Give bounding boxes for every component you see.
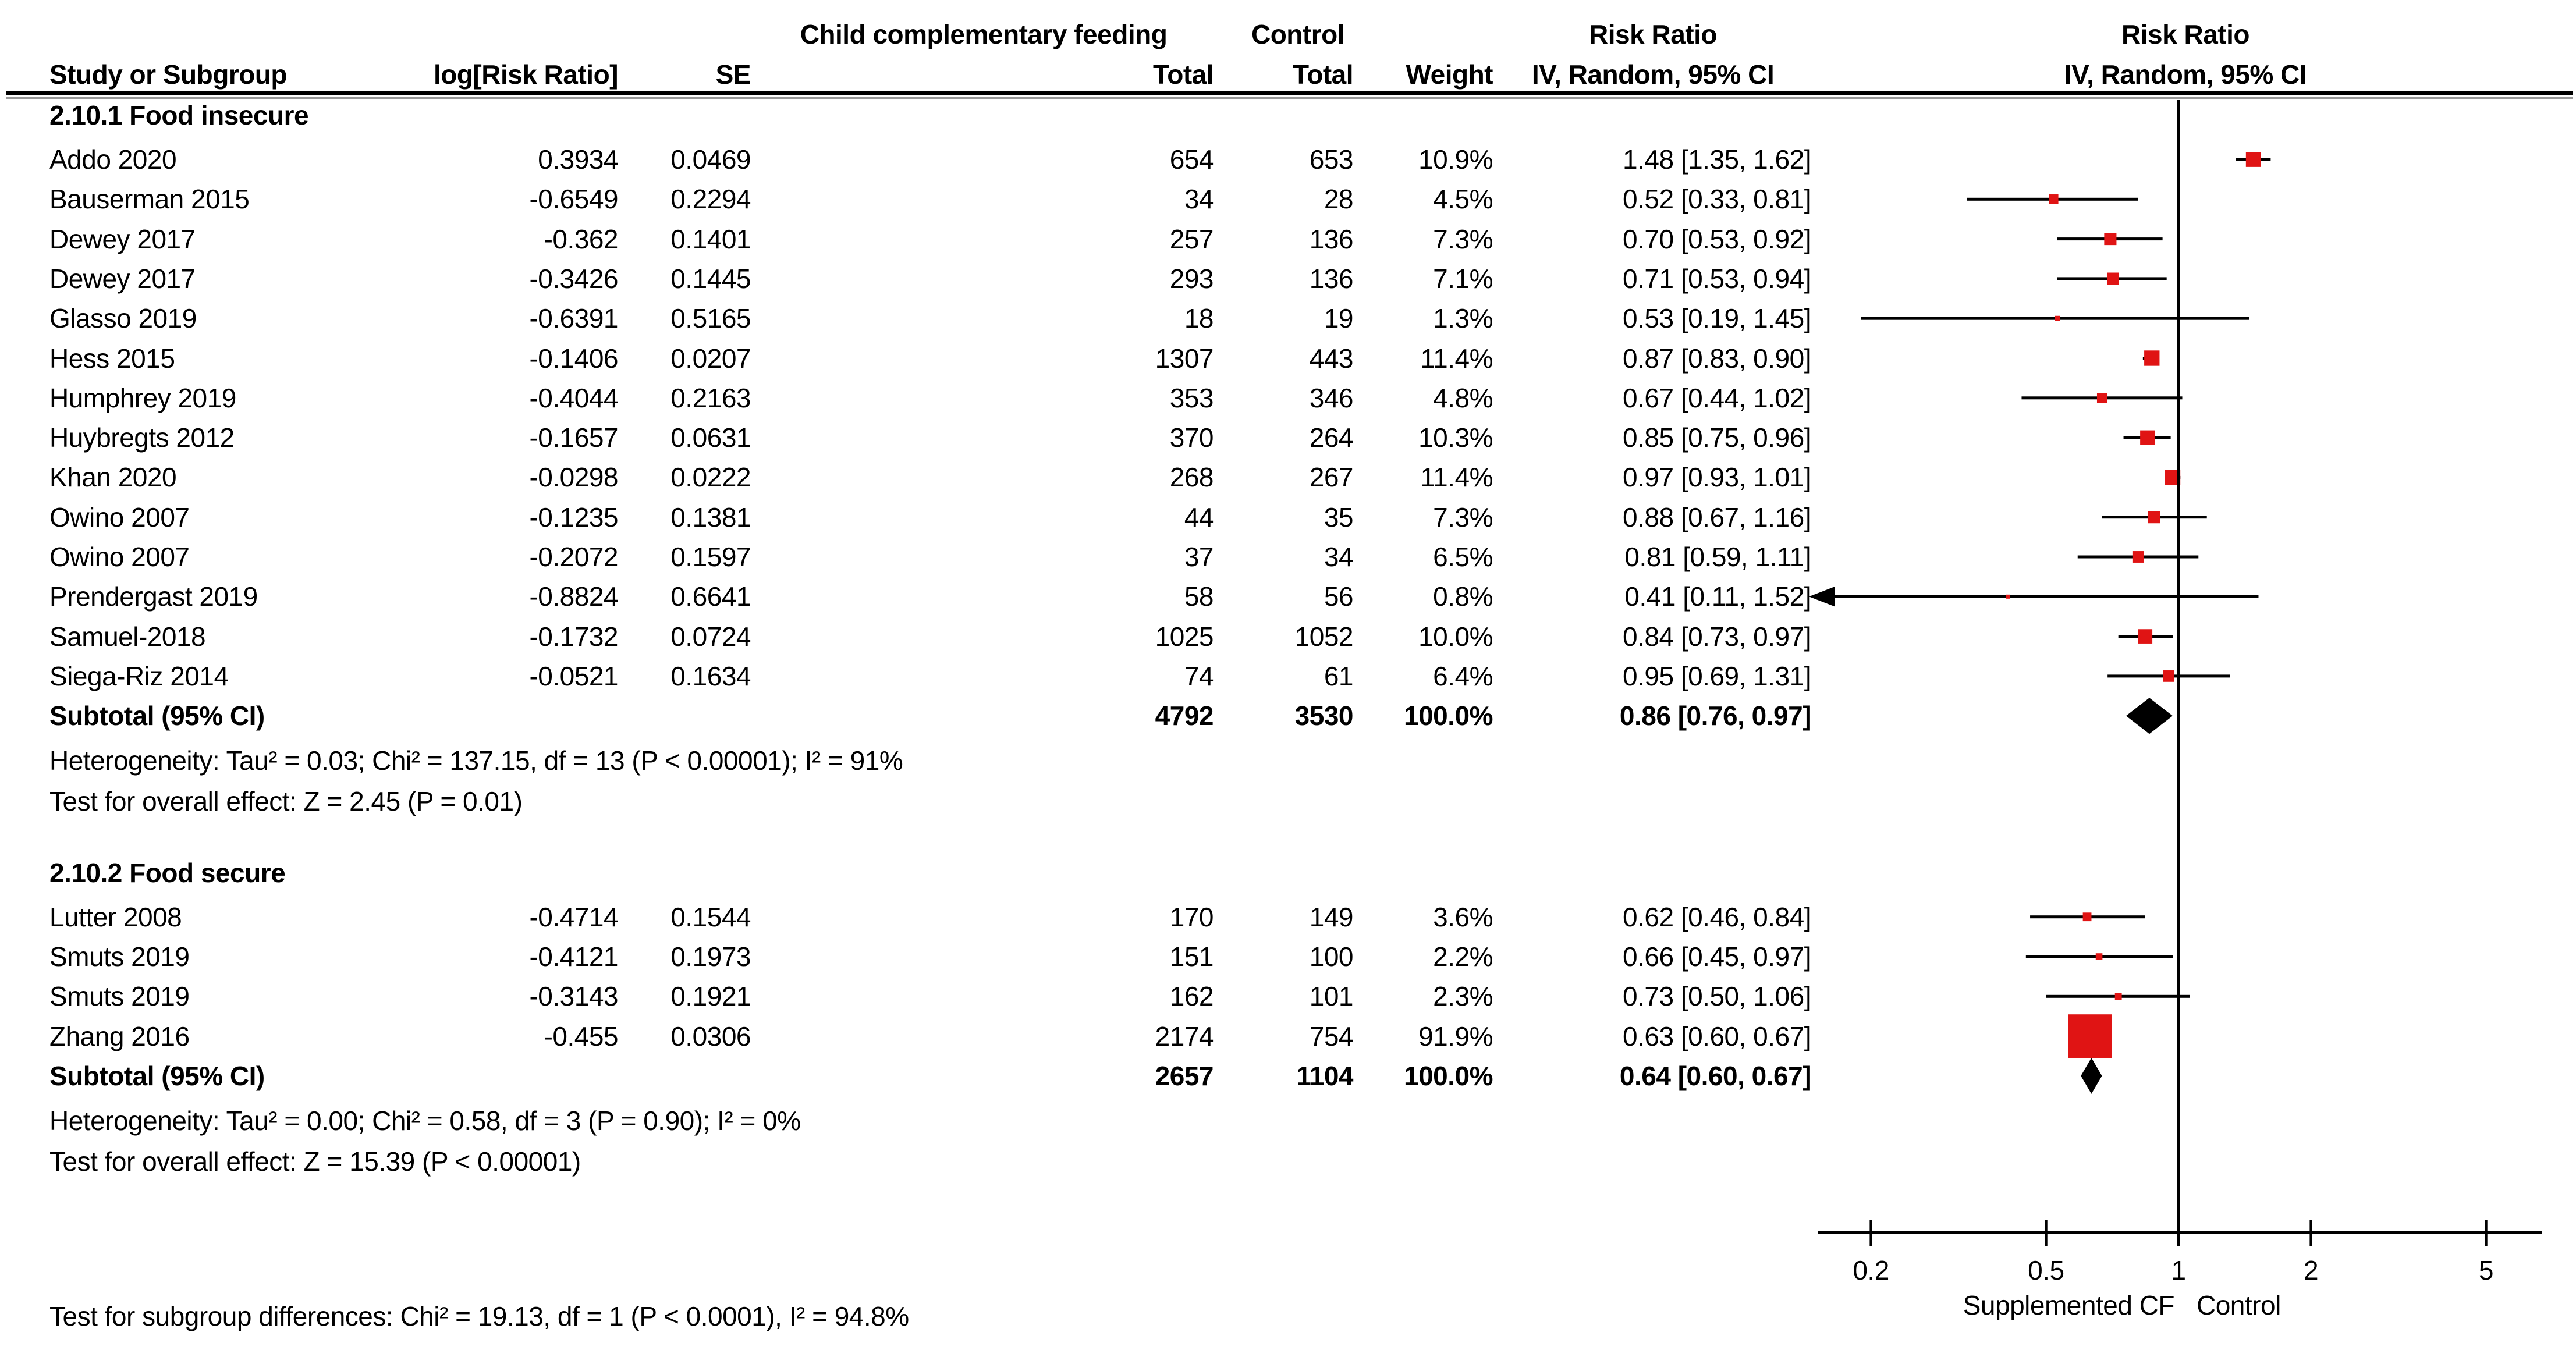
ci-text: 0.71 [0.53, 0.94] — [1623, 263, 1811, 294]
control-total-value: 443 — [1309, 343, 1353, 374]
null-line — [2177, 100, 2180, 1231]
ci-text: 0.95 [0.69, 1.31] — [1623, 660, 1811, 691]
effect-square — [2097, 393, 2107, 403]
study-name: Smuts 2019 — [49, 981, 190, 1012]
logrr-value: -0.2072 — [529, 542, 618, 572]
se-value: 0.1401 — [670, 223, 751, 254]
column-header-total-control: Total — [1293, 59, 1353, 90]
effect-square — [2148, 511, 2160, 523]
se-value: 0.1544 — [670, 901, 751, 932]
axis-tick-label: 2 — [2304, 1255, 2319, 1285]
effect-square — [2144, 350, 2159, 365]
logrr-value: -0.6391 — [529, 303, 618, 334]
ci-text: 0.66 [0.45, 0.97] — [1623, 942, 1811, 972]
control-total-value: 28 — [1324, 184, 1353, 215]
weight-value: 6.5% — [1433, 542, 1493, 572]
control-total-value: 149 — [1309, 901, 1353, 932]
experimental-total-value: 257 — [1169, 223, 1214, 254]
study-name: Dewey 2017 — [49, 263, 196, 294]
experimental-total-value: 170 — [1169, 901, 1214, 932]
plot-column-title: Risk Ratio — [2121, 19, 2249, 49]
effect-square — [2115, 993, 2122, 1000]
experimental-total-value: 654 — [1169, 144, 1214, 175]
ci-text: 0.73 [0.50, 1.06] — [1623, 981, 1811, 1012]
se-value: 0.6641 — [670, 581, 751, 612]
column-header-ci-plot: IV, Random, 95% CI — [2064, 59, 2307, 90]
effect-square — [2140, 431, 2155, 445]
control-total-value: 19 — [1324, 303, 1353, 334]
study-name: Owino 2007 — [49, 542, 190, 572]
axis-tick — [2485, 1220, 2488, 1246]
left-arrow-icon — [1809, 587, 1835, 606]
weight-value: 7.3% — [1433, 502, 1493, 532]
weight-value: 10.0% — [1418, 621, 1493, 652]
effect-square — [2163, 670, 2174, 682]
logrr-value: -0.455 — [544, 1021, 618, 1051]
se-value: 0.1973 — [670, 942, 751, 972]
column-header-logrr: log[Risk Ratio] — [433, 59, 618, 90]
study-name: Lutter 2008 — [49, 901, 182, 932]
ci-text: 0.62 [0.46, 0.84] — [1623, 901, 1811, 932]
ci-text: 0.53 [0.19, 1.45] — [1623, 303, 1811, 334]
subtotal-experimental-total: 2657 — [1155, 1060, 1214, 1091]
logrr-value: -0.8824 — [529, 581, 618, 612]
logrr-value: -0.1235 — [529, 502, 618, 532]
effect-square — [2133, 551, 2144, 563]
effect-square — [2049, 194, 2059, 204]
study-name: Samuel-2018 — [49, 621, 206, 652]
subtotal-control-total: 1104 — [1296, 1060, 1353, 1091]
effect-square — [2083, 912, 2092, 921]
logrr-value: -0.4121 — [529, 942, 618, 972]
logrr-value: -0.1657 — [529, 422, 618, 453]
se-value: 0.1634 — [670, 660, 751, 691]
control-total-value: 346 — [1309, 382, 1353, 413]
ci-text: 0.88 [0.67, 1.16] — [1623, 502, 1811, 532]
study-name: Khan 2020 — [49, 462, 177, 493]
weight-value: 6.4% — [1433, 660, 1493, 691]
ci-text: 0.63 [0.60, 0.67] — [1623, 1021, 1811, 1051]
subgroup-difference-text: Test for subgroup differences: Chi² = 19.13, df = 1 (P < 0.0001), I² = 94.8% — [49, 1301, 909, 1331]
study-name: Humphrey 2019 — [49, 382, 236, 413]
logrr-value: -0.3143 — [529, 981, 618, 1012]
axis-tick — [1869, 1220, 1872, 1246]
se-value: 0.1445 — [670, 263, 751, 294]
study-name: Owino 2007 — [49, 502, 190, 532]
se-value: 0.5165 — [670, 303, 751, 334]
experimental-total-value: 1307 — [1155, 343, 1214, 374]
study-name: Prendergast 2019 — [49, 581, 258, 612]
study-name: Bauserman 2015 — [49, 184, 250, 215]
se-value: 0.0222 — [670, 462, 751, 493]
effect-square — [2055, 316, 2060, 321]
axis-tick — [2177, 1220, 2180, 1246]
weight-value: 10.3% — [1418, 422, 1493, 453]
effect-square — [2246, 152, 2261, 167]
column-header-study: Study or Subgroup — [49, 59, 288, 90]
ci-text: 0.52 [0.33, 0.81] — [1623, 184, 1811, 215]
weight-value: 91.9% — [1418, 1021, 1493, 1051]
weight-value: 7.1% — [1433, 263, 1493, 294]
axis-tick-label: 0.2 — [1853, 1255, 1889, 1285]
subtotal-diamond — [2081, 1058, 2102, 1094]
ci-line — [1833, 595, 2258, 598]
logrr-value: -0.1406 — [529, 343, 618, 374]
heterogeneity-text: Heterogeneity: Tau² = 0.03; Chi² = 137.15, df = 13 (P < 0.00001); I² = 91% — [49, 745, 903, 776]
group-label: 2.10.2 Food secure — [49, 857, 286, 888]
column-header-se: SE — [715, 59, 751, 90]
header-rule — [6, 91, 2573, 95]
axis-tick-label: 0.5 — [2028, 1255, 2064, 1285]
subtotal-label: Subtotal (95% CI) — [49, 1060, 265, 1091]
study-name: Hess 2015 — [49, 343, 175, 374]
control-total-value: 61 — [1324, 660, 1353, 691]
subtotal-experimental-total: 4792 — [1155, 701, 1214, 731]
header-rule-shadow — [6, 97, 2573, 99]
experimental-total-value: 293 — [1169, 263, 1214, 294]
column-header-ci-text: IV, Random, 95% CI — [1531, 59, 1775, 90]
experimental-total-value: 151 — [1169, 942, 1214, 972]
weight-value: 3.6% — [1433, 901, 1493, 932]
control-total-value: 754 — [1309, 1021, 1353, 1051]
study-name: Zhang 2016 — [49, 1021, 190, 1051]
effect-square — [2138, 629, 2152, 644]
weight-value: 2.2% — [1433, 942, 1493, 972]
logrr-value: 0.3934 — [538, 144, 618, 175]
weight-value: 4.5% — [1433, 184, 1493, 215]
weight-value: 2.3% — [1433, 981, 1493, 1012]
logrr-value: -0.0298 — [529, 462, 618, 493]
experimental-total-value: 2174 — [1155, 1021, 1214, 1051]
logrr-value: -0.4044 — [529, 382, 618, 413]
subtotal-control-total: 3530 — [1294, 701, 1353, 731]
effect-square — [2104, 233, 2116, 245]
logrr-value: -0.1732 — [529, 621, 618, 652]
experimental-total-value: 268 — [1169, 462, 1214, 493]
logrr-value: -0.6549 — [529, 184, 618, 215]
experimental-total-value: 1025 — [1155, 621, 1214, 652]
weight-value: 11.4% — [1420, 343, 1493, 374]
study-name: Glasso 2019 — [49, 303, 197, 334]
control-total-value: 267 — [1309, 462, 1353, 493]
weight-value: 10.9% — [1418, 144, 1493, 175]
effect-square — [2068, 1014, 2112, 1058]
control-total-value: 56 — [1324, 581, 1353, 612]
ci-text: 0.85 [0.75, 0.96] — [1623, 422, 1811, 453]
ci-text: 0.84 [0.73, 0.97] — [1623, 621, 1811, 652]
weight-value: 7.3% — [1433, 223, 1493, 254]
logrr-value: -0.0521 — [529, 660, 618, 691]
study-name: Huybregts 2012 — [49, 422, 235, 453]
axis-tick — [2309, 1220, 2312, 1246]
study-name: Siega-Riz 2014 — [49, 660, 229, 691]
axis-tick-label: 1 — [2171, 1255, 2186, 1285]
se-value: 0.1597 — [670, 542, 751, 572]
se-value: 0.1921 — [670, 981, 751, 1012]
se-value: 0.2163 — [670, 382, 751, 413]
experimental-group-title: Child complementary feeding — [800, 19, 1168, 49]
subtotal-weight: 100.0% — [1403, 701, 1493, 731]
experimental-total-value: 370 — [1169, 422, 1214, 453]
experimental-total-value: 74 — [1184, 660, 1214, 691]
subtotal-diamond — [2126, 698, 2173, 734]
axis-tick — [2045, 1220, 2048, 1246]
column-header-weight: Weight — [1406, 59, 1493, 90]
ci-text: 0.97 [0.93, 1.01] — [1623, 462, 1811, 493]
overall-effect-text: Test for overall effect: Z = 2.45 (P = 0.01) — [49, 786, 523, 817]
effect-square — [2006, 595, 2010, 599]
weight-value: 4.8% — [1433, 382, 1493, 413]
ci-text: 0.81 [0.59, 1.11] — [1624, 542, 1811, 572]
weight-value: 1.3% — [1433, 303, 1493, 334]
subtotal-label: Subtotal (95% CI) — [49, 701, 265, 731]
experimental-total-value: 58 — [1184, 581, 1214, 612]
control-total-value: 1052 — [1294, 621, 1353, 652]
control-total-value: 264 — [1309, 422, 1353, 453]
ci-text: 0.67 [0.44, 1.02] — [1623, 382, 1811, 413]
se-value: 0.0631 — [670, 422, 751, 453]
se-value: 0.0469 — [670, 144, 751, 175]
ci-text: 0.70 [0.53, 0.92] — [1623, 223, 1811, 254]
overall-effect-text: Test for overall effect: Z = 15.39 (P < 0.00001) — [49, 1146, 581, 1177]
control-total-value: 35 — [1324, 502, 1353, 532]
se-value: 0.0306 — [670, 1021, 751, 1051]
weight-value: 11.4% — [1420, 462, 1493, 493]
subtotal-ci-text: 0.64 [0.60, 0.67] — [1619, 1060, 1811, 1091]
experimental-total-value: 44 — [1184, 502, 1214, 532]
favour-left-label: Supplemented CF — [1963, 1290, 2174, 1320]
ci-text: 1.48 [1.35, 1.62] — [1623, 144, 1811, 175]
experimental-total-value: 18 — [1184, 303, 1214, 334]
study-name: Addo 2020 — [49, 144, 177, 175]
subtotal-ci-text: 0.86 [0.76, 0.97] — [1619, 701, 1811, 731]
favour-right-label: Control — [2197, 1290, 2281, 1320]
experimental-total-value: 162 — [1169, 981, 1214, 1012]
control-group-title: Control — [1251, 19, 1345, 49]
logrr-value: -0.3426 — [529, 263, 618, 294]
study-name: Smuts 2019 — [49, 942, 190, 972]
control-total-value: 136 — [1309, 263, 1353, 294]
control-total-value: 34 — [1324, 542, 1353, 572]
ci-text: 0.87 [0.83, 0.90] — [1623, 343, 1811, 374]
control-total-value: 653 — [1309, 144, 1353, 175]
group-label: 2.10.1 Food insecure — [49, 100, 309, 130]
ci-text: 0.41 [0.11, 1.52] — [1624, 581, 1811, 612]
control-total-value: 100 — [1309, 942, 1353, 972]
study-name: Dewey 2017 — [49, 223, 196, 254]
column-header-total-experimental: Total — [1153, 59, 1214, 90]
axis-tick-label: 5 — [2478, 1255, 2493, 1285]
se-value: 0.1381 — [670, 502, 751, 532]
heterogeneity-text: Heterogeneity: Tau² = 0.00; Chi² = 0.58, df = 3 (P = 0.90); I² = 0% — [49, 1105, 801, 1136]
se-value: 0.0207 — [670, 343, 751, 374]
experimental-total-value: 34 — [1184, 184, 1214, 215]
subtotal-weight: 100.0% — [1403, 1060, 1493, 1091]
control-total-value: 136 — [1309, 223, 1353, 254]
weight-value: 0.8% — [1433, 581, 1493, 612]
control-total-value: 101 — [1309, 981, 1353, 1012]
se-value: 0.0724 — [670, 621, 751, 652]
experimental-total-value: 353 — [1169, 382, 1214, 413]
effect-square — [2107, 273, 2119, 285]
logrr-value: -0.362 — [544, 223, 618, 254]
experimental-total-value: 37 — [1184, 542, 1214, 572]
se-value: 0.2294 — [670, 184, 751, 215]
effect-column-title: Risk Ratio — [1589, 19, 1717, 49]
effect-square — [2096, 953, 2103, 960]
logrr-value: -0.4714 — [529, 901, 618, 932]
